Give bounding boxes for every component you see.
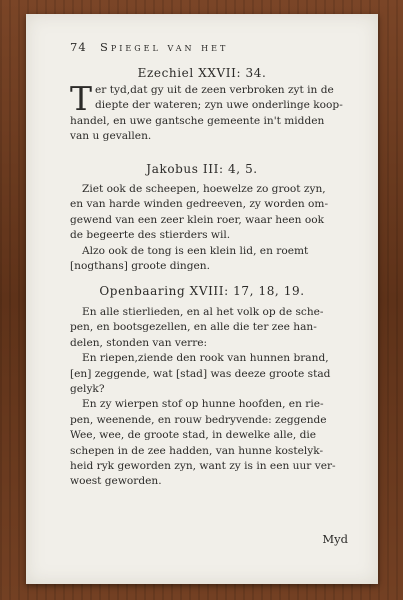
scripture-passage (70, 182, 370, 274)
passage-line: [nogthans] groote dingen. (70, 260, 210, 273)
passage-line: en van harde winden gedreeven, zy worden om- (70, 198, 329, 211)
page-number: 74 (70, 40, 87, 54)
passage-line: gelyk? (70, 383, 105, 396)
scripture-passage (70, 79, 370, 145)
passage-line: gewend van een zeer klein roer, waar heen ook (70, 213, 324, 226)
passage-line: Ziet ook de scheepen, hoewelze zo groot zyn, (82, 183, 326, 195)
catchword: Myd (322, 532, 348, 546)
scripture-reference: Ezechiel XXVII: 34. (137, 66, 267, 80)
passage-line: Wee, wee, de groote stad, in dewelke alle, die (70, 429, 317, 442)
passage-line: schepen in de zee hadden, van hunne kostelyk- (70, 444, 324, 457)
passage-line: pen, weenende, en rouw bedryvende: zeggende (70, 413, 327, 426)
running-head: Spiegel van het (100, 40, 229, 54)
drop-cap: T (70, 79, 93, 118)
passage-line: En alle stierlieden, en al het volk op de sche- (82, 306, 324, 318)
scripture-reference: Jakobus III: 4, 5. (146, 162, 258, 176)
scripture-passage (70, 305, 370, 490)
passage-line: Alzo ook de tong is een klein lid, en roemt (82, 244, 309, 257)
book-page (26, 14, 378, 584)
passage-line: er tyd,dat gy uit de zeen verbroken zyt in de (95, 84, 334, 96)
passage-line: En riepen,ziende den rook van hunnen brand, (82, 352, 329, 365)
passage-line: En zy wierpen stof op hunne hoofden, en rie- (82, 398, 324, 411)
passage-line: woest geworden. (70, 475, 162, 488)
scripture-reference: Openbaaring XVIII: 17, 18, 19. (99, 284, 305, 298)
passage-line: delen, stonden van verre: (70, 336, 208, 349)
passage-line: handel, en uwe gantsche gemeente in't midden (70, 115, 325, 127)
passage-line: van u gevallen. (70, 130, 152, 143)
passage-line: pen, en bootsgezellen, en alle die ter zee han- (70, 321, 317, 334)
passage-line: heid ryk geworden zyn, want zy is in een uur ver- (70, 460, 336, 473)
passage-line: diepte der wateren; zyn uwe onderlinge koop- (95, 99, 343, 112)
passage-line: de begeerte des stierders wil. (70, 229, 231, 242)
passage-line: [en] zeggende, wat [stad] was deeze groote stad (70, 367, 331, 380)
